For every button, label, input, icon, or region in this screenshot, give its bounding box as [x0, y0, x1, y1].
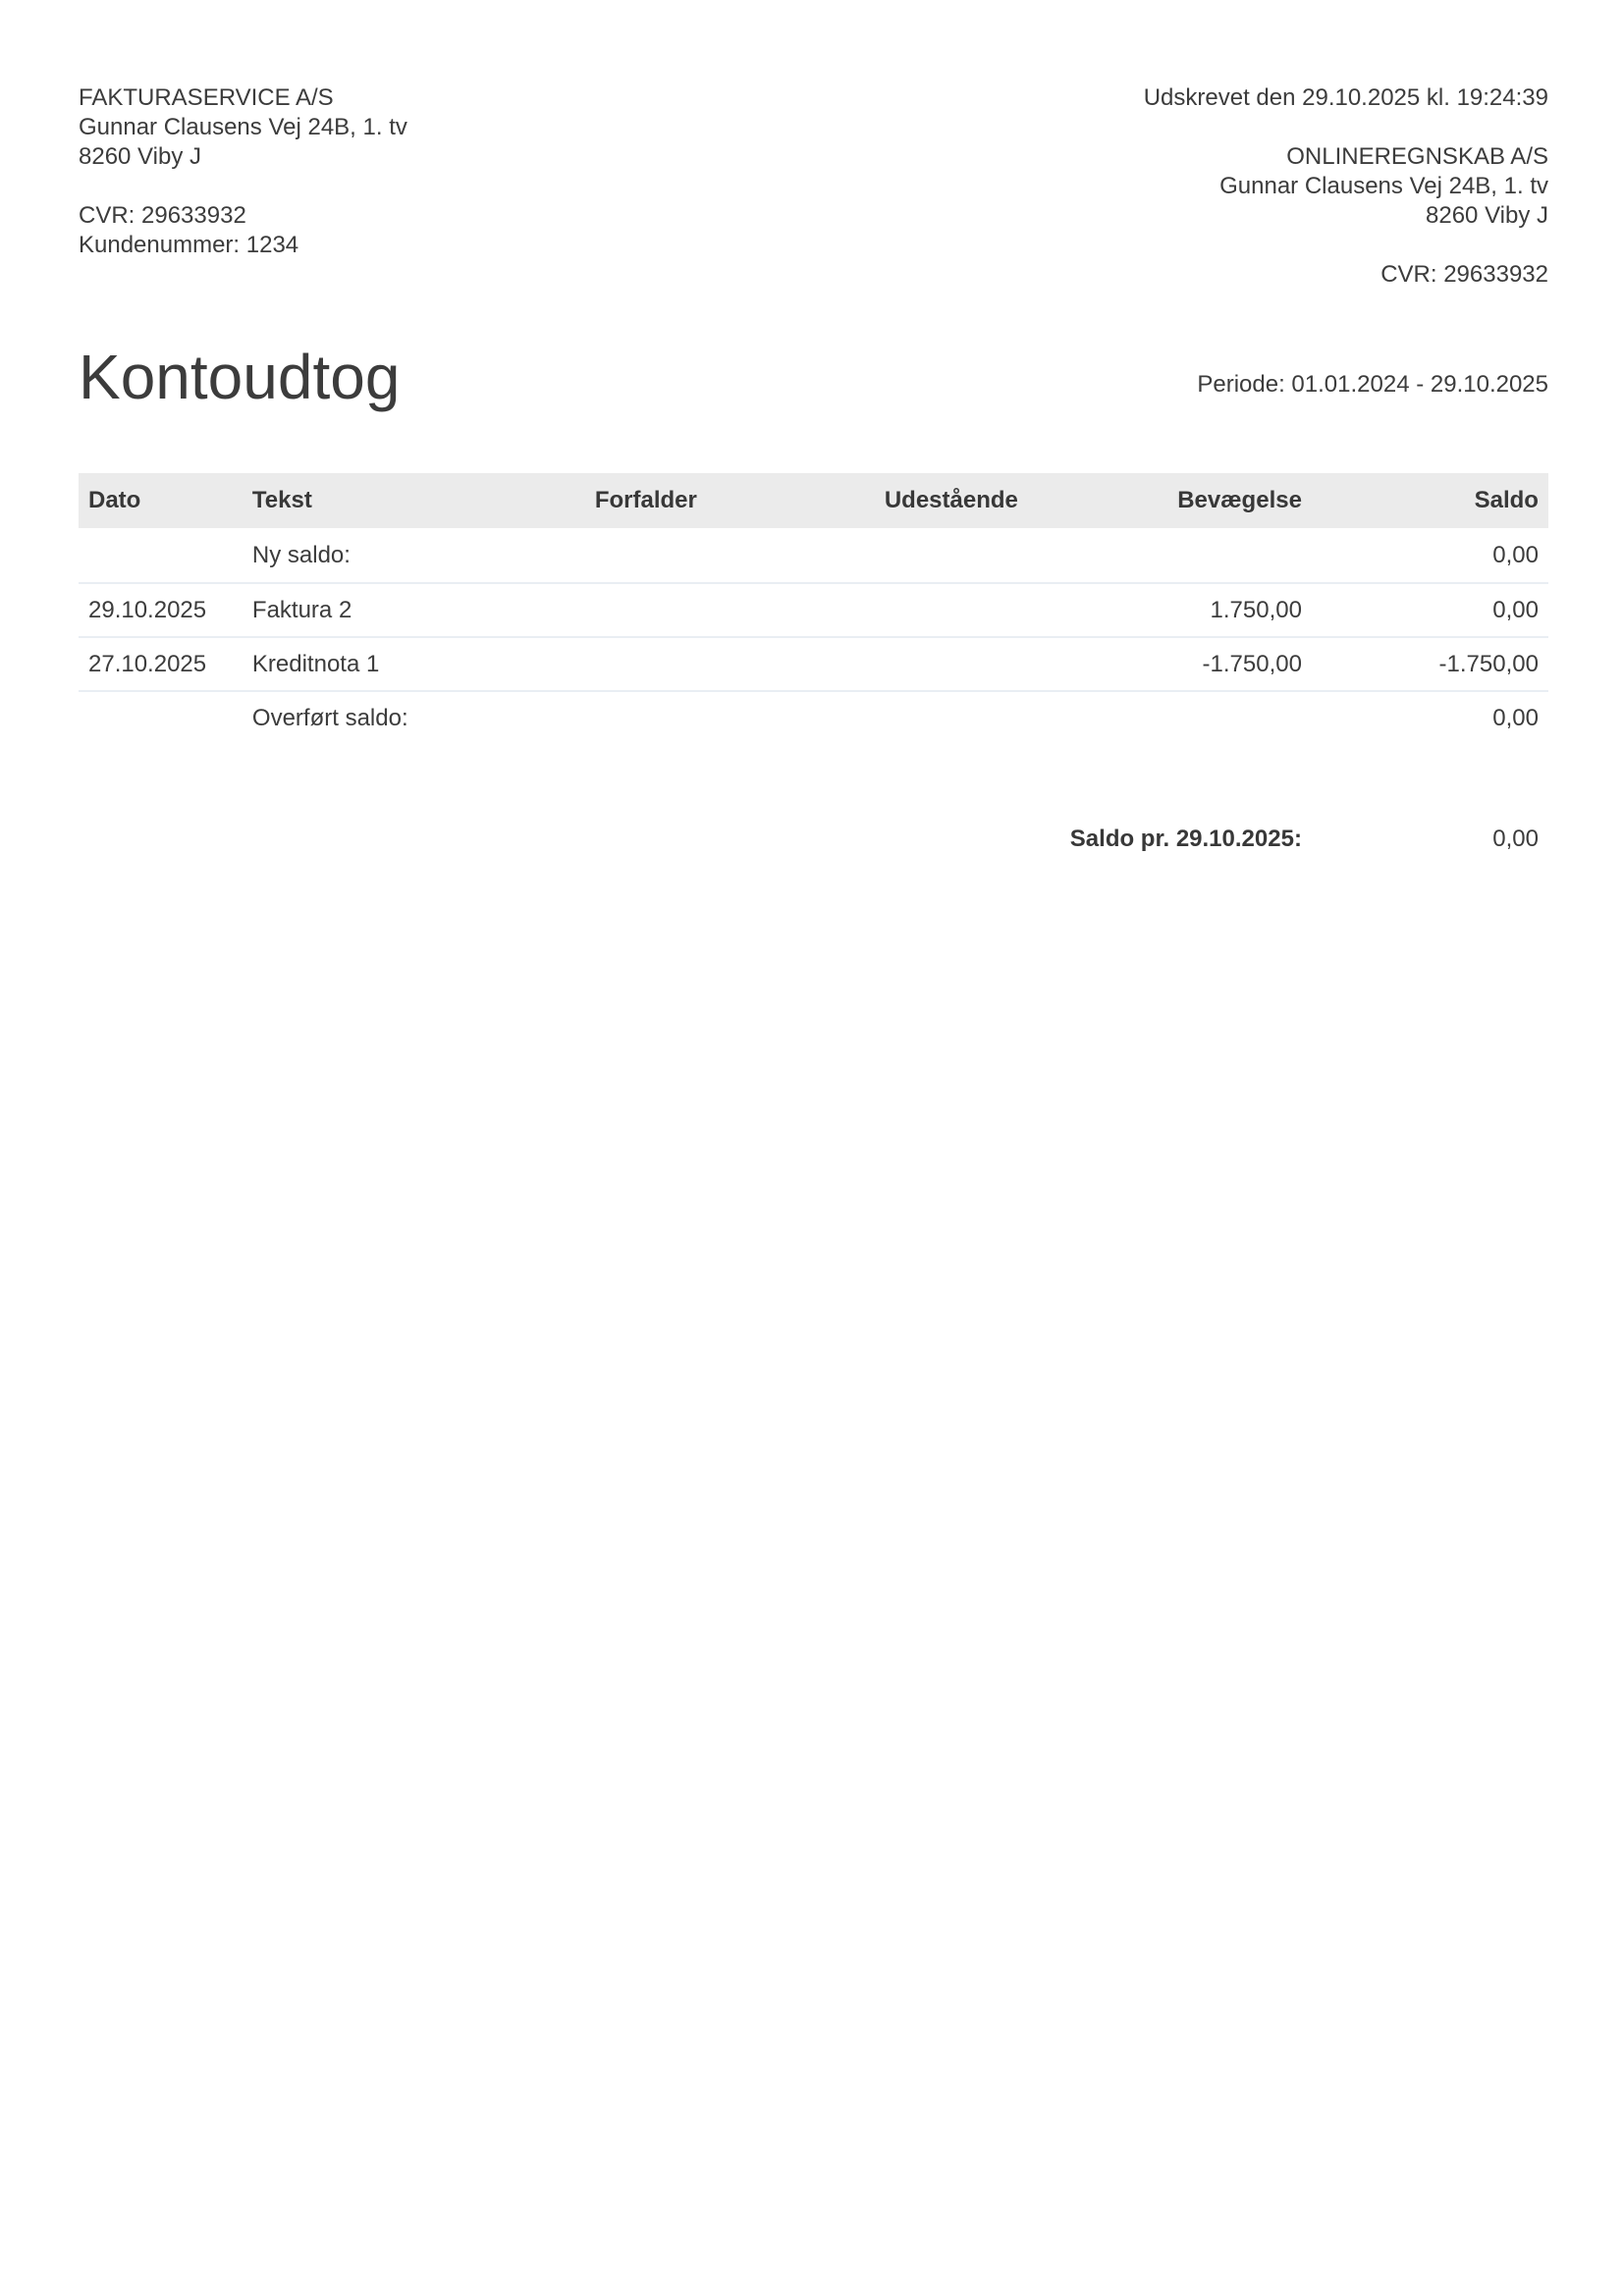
- page-header: [79, 83, 1548, 290]
- sender-customer-number: Kundenummer: 1234: [79, 232, 299, 258]
- balance-summary-row: [79, 825, 1548, 854]
- sender-name: FAKTURASERVICE A/S: [79, 84, 334, 111]
- recipient-address-block: [1144, 83, 1548, 290]
- recipient-cvr: CVR: 29633932: [1380, 261, 1548, 288]
- statement-table: [79, 473, 1548, 744]
- sender-city: 8260 Viby J: [79, 143, 201, 170]
- cell-dato: 27.10.2025: [88, 650, 207, 677]
- cell-bevaegelse: -1.750,00: [1202, 650, 1302, 677]
- sender-address-block: [79, 83, 407, 260]
- page-title: Kontoudtog: [79, 342, 401, 412]
- cell-tekst: Ny saldo:: [251, 541, 351, 568]
- header-dato: Dato: [88, 487, 141, 513]
- header-tekst: Tekst: [251, 487, 312, 513]
- cell-tekst: Kreditnota 1: [251, 650, 380, 677]
- table-row: [79, 636, 1548, 690]
- title-row: [79, 341, 1548, 413]
- cell-saldo: 0,00: [1492, 596, 1539, 623]
- recipient-name: ONLINEREGNSKAB A/S: [1286, 143, 1548, 170]
- cell-saldo: 0,00: [1492, 541, 1539, 568]
- recipient-street: Gunnar Clausens Vej 24B, 1. tv: [1219, 173, 1548, 199]
- cell-tekst: Faktura 2: [251, 596, 352, 623]
- cell-dato: 29.10.2025: [88, 596, 207, 623]
- sender-cvr: CVR: 29633932: [79, 202, 246, 229]
- print-info: Udskrevet den 29.10.2025 kl. 19:24:39: [1143, 84, 1548, 111]
- table-row: [79, 528, 1548, 582]
- balance-summary-label: Saldo pr. 29.10.2025:: [1069, 826, 1302, 852]
- cell-saldo: -1.750,00: [1438, 650, 1539, 677]
- cell-bevaegelse: 1.750,00: [1210, 596, 1302, 623]
- cell-tekst: Overført saldo:: [251, 704, 408, 731]
- sender-street: Gunnar Clausens Vej 24B, 1. tv: [79, 114, 407, 140]
- header-udestaende: Udestående: [884, 487, 1018, 513]
- header-bevaegelse: Bevægelse: [1177, 487, 1302, 513]
- cell-saldo: 0,00: [1492, 704, 1539, 731]
- table-row: [79, 690, 1548, 744]
- table-header-row: [79, 473, 1548, 528]
- recipient-city: 8260 Viby J: [1426, 202, 1548, 229]
- header-saldo: Saldo: [1474, 487, 1539, 513]
- table-row: [79, 582, 1548, 636]
- period-label: Periode: 01.01.2024 - 29.10.2025: [1197, 371, 1548, 398]
- header-forfalder: Forfalder: [594, 487, 697, 513]
- balance-summary-value: 0,00: [1492, 826, 1539, 852]
